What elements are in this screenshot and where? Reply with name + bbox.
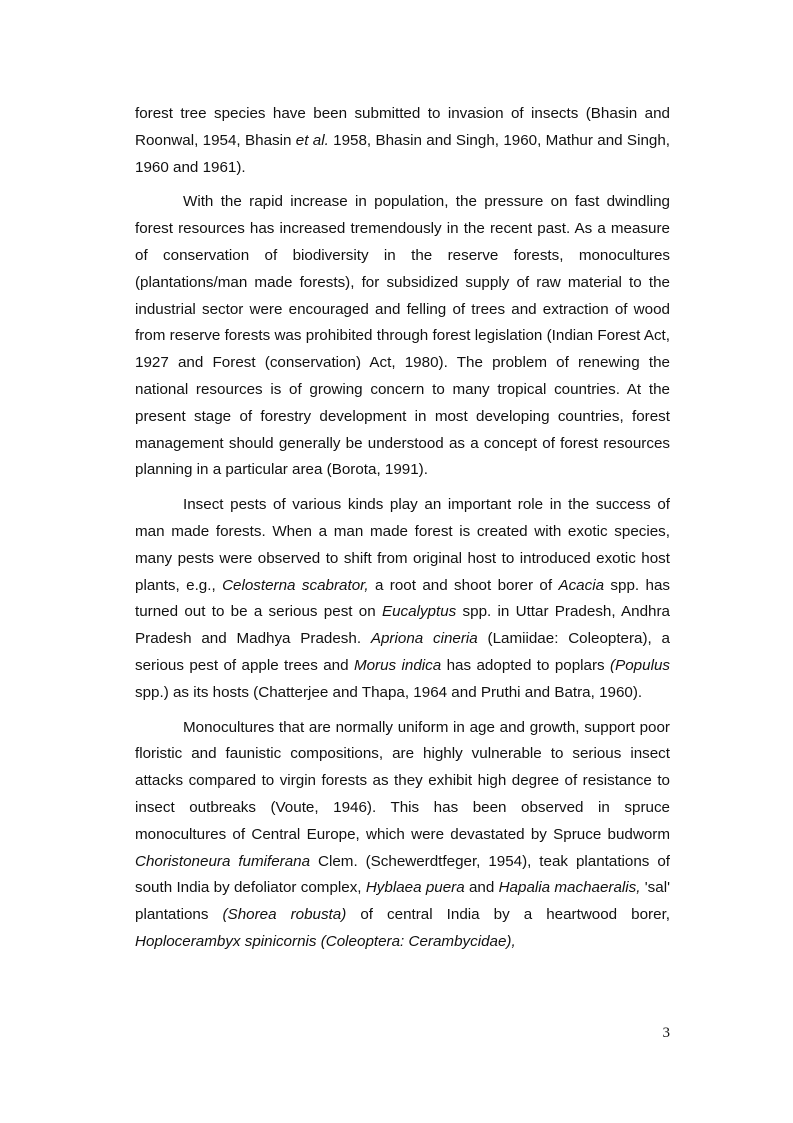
- italic-text: Hyblaea puera: [365, 879, 465, 897]
- italic-text: Morus indica: [353, 656, 442, 674]
- page-body: [135, 101, 670, 964]
- text-segment: 1958, Bhasin and Singh, 1960, Mathur and Singh, 1960 and 1961).: [135, 131, 670, 176]
- text-segment: and: [464, 879, 499, 897]
- italic-text: Acacia: [558, 576, 605, 594]
- italic-text: Hoplocerambyx spinicornis (Coleoptera: Cerambycidae),: [135, 932, 516, 950]
- italic-text: Choristoneura fumiferana: [135, 852, 311, 870]
- text-segment: Monocultures that are normally uniform in age and growth, support poor floristic and faunistic compositions, are highly vulnerable to serious insect attacks compared to virgin forests as they exhibit high degree of resistance to insect outbreaks (Voute, 1946). This has been observed in spruce monocultures of Central Europe, which were devastated by Spruce budworm: [135, 718, 670, 843]
- italic-text: (Shorea robusta): [222, 906, 347, 924]
- text-segment: Insect pests of various kinds play an important role in the success of man made forests. When a man made forest is created with exotic species, many pests were observed to shift from original host to introduced exotic host plants, e.g.,: [135, 496, 670, 594]
- text-segment: With the rapid increase in population, the pressure on fast dwindling forest resources has increased tremendously in the recent past. As a measure of conservation of biodiversity in the reserve forests, monocultures (plantations/man made forests), for subsidized supply of raw material to the industrial sector were encouraged and felling of trees and extraction of wood from reserve forests was prohibited through forest legislation (Indian Forest Act, 1927 and Forest (conservation) Act, 1980). The problem of renewing the national resources is of growing concern to many tropical countries. At the present stage of forestry development in most developing countries, forest management should generally be understood as a concept of forest resources planning in a particular area (Borota, 1991).: [135, 193, 670, 479]
- text-segment: of central India by a heartwood borer,: [346, 906, 671, 924]
- italic-text: Eucalyptus: [381, 603, 457, 621]
- italic-text: Hapalia machaeralis,: [498, 879, 641, 897]
- text-segment: spp.) as its hosts (Chatterjee and Thapa, 1964 and Pruthi and Batra, 1960).: [135, 683, 643, 701]
- text-segment: has adopted to poplars: [441, 656, 611, 674]
- paragraph: [135, 189, 670, 484]
- page-number: 3: [662, 1025, 670, 1041]
- text-segment: Clem. (Schewerdtfeger, 1954), teak plantations of south India by defoliator complex,: [135, 852, 670, 897]
- text-segment: spp. has turned out to be a serious pest on: [135, 576, 670, 621]
- text-segment: a root and shoot borer of: [368, 576, 559, 594]
- text-segment: 'sal' plantations: [135, 879, 670, 924]
- paragraph: [135, 715, 670, 956]
- italic-text: et al.: [295, 131, 329, 149]
- italic-text: (Populus: [610, 656, 670, 674]
- italic-text: Apriona cineria: [370, 630, 478, 648]
- paragraph: [135, 492, 670, 706]
- text-segment: spp. in Uttar Pradesh, Andhra Pradesh and Madhya Pradesh.: [135, 603, 670, 648]
- text-segment: (Lamiidae: Coleoptera), a serious pest of apple trees and: [135, 630, 671, 674]
- text-segment: forest tree species have been submitted to invasion of insects (Bhasin and Roonwal, 1954, Bhasin: [135, 105, 670, 149]
- italic-text: Celosterna scabrator,: [222, 576, 369, 594]
- paragraph: [135, 101, 670, 181]
